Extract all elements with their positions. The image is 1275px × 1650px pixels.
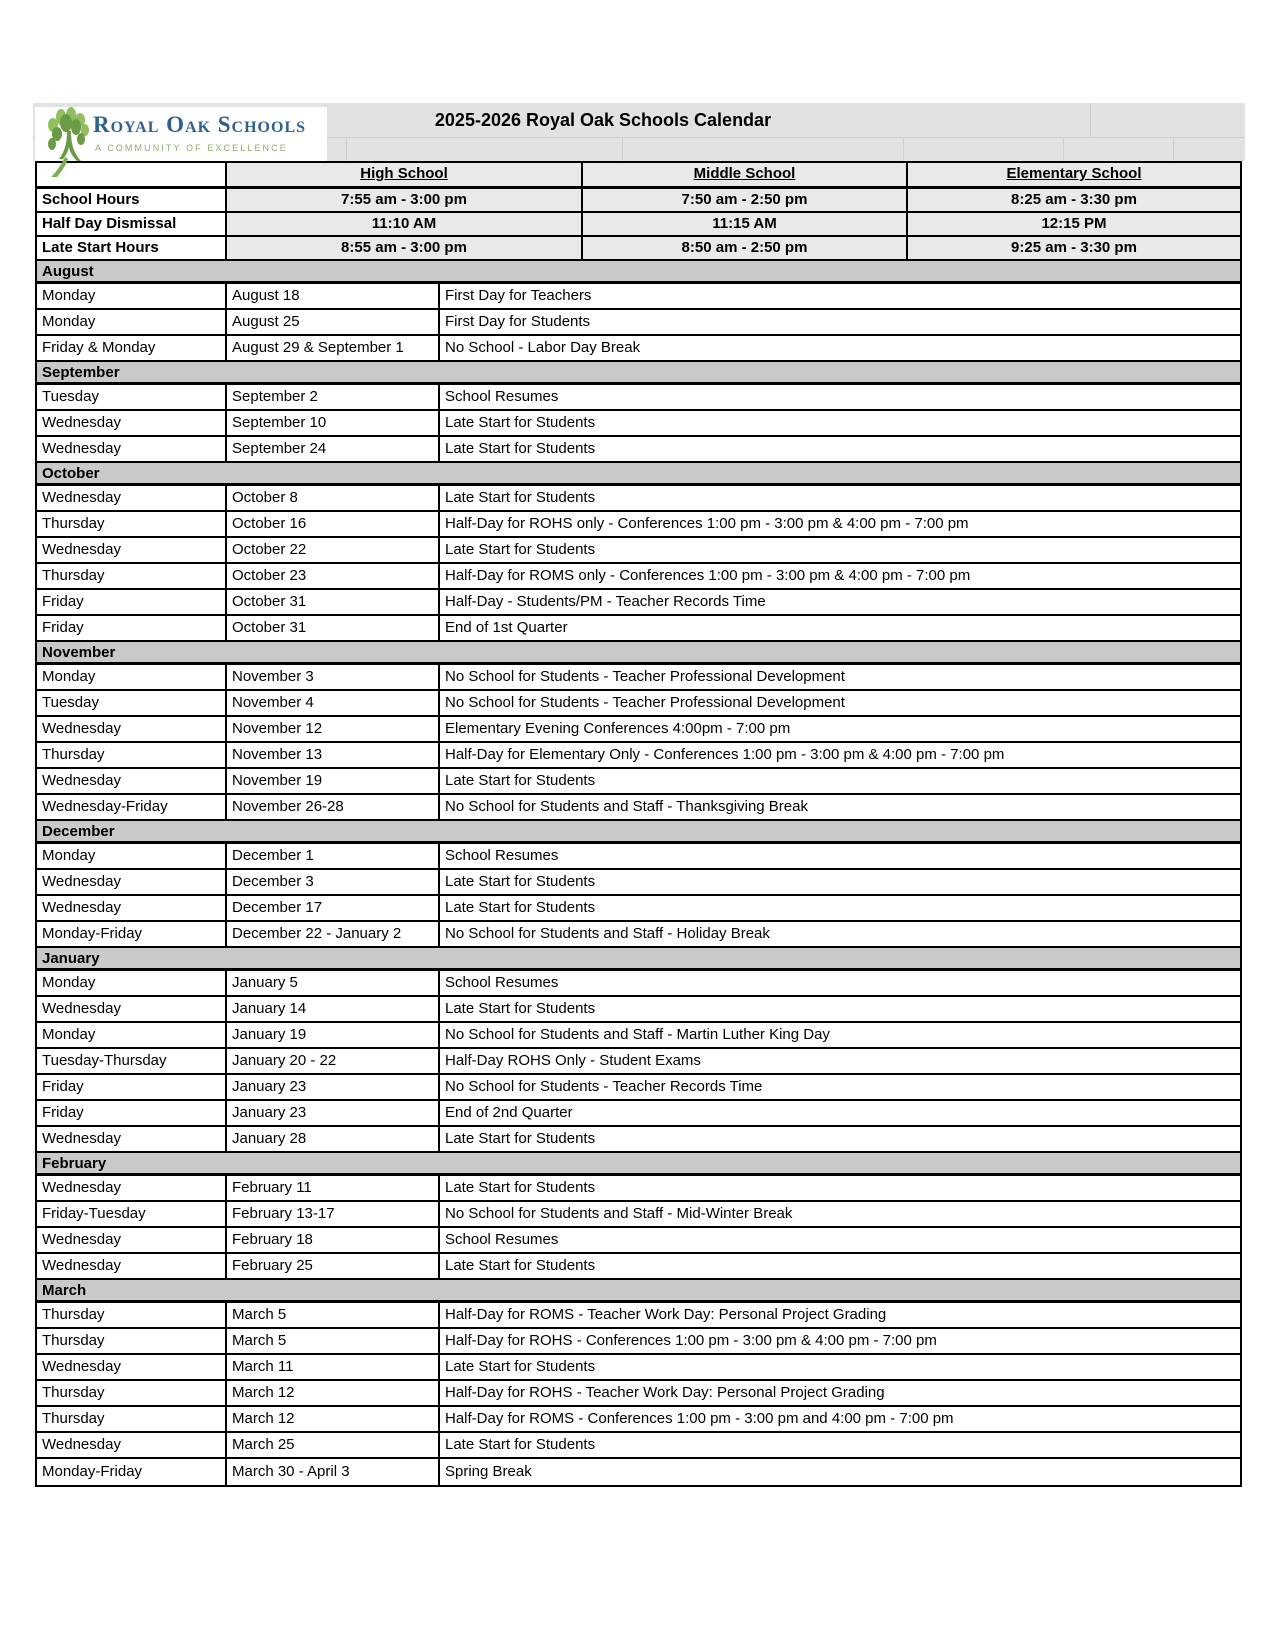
oak-tree-icon <box>41 107 97 179</box>
calendar-event-row <box>37 1202 1240 1228</box>
band-gridline <box>1063 138 1064 161</box>
calendar-event-row <box>37 616 1240 642</box>
event-day-cell: Monday-Friday <box>37 1459 227 1485</box>
hours-row-label: Late Start Hours <box>37 237 227 259</box>
event-date-cell: March 12 <box>227 1407 440 1431</box>
event-date-cell: March 25 <box>227 1433 440 1457</box>
calendar-event-row <box>37 691 1240 717</box>
calendar-event-row <box>37 564 1240 590</box>
column-header-label: Elementary School <box>1006 165 1142 183</box>
district-logo <box>35 107 327 161</box>
calendar-event-row <box>37 385 1240 411</box>
header-band <box>33 103 1245 161</box>
month-sections <box>37 261 1240 1485</box>
calendar-event-row <box>37 1228 1240 1254</box>
month-name: February <box>42 1154 107 1172</box>
hours-value-high-school: 7:55 am - 3:00 pm <box>227 189 583 211</box>
month-name: September <box>42 363 120 381</box>
calendar-event-row <box>37 997 1240 1023</box>
event-date-cell: January 28 <box>227 1127 440 1151</box>
calendar-event-row <box>37 486 1240 512</box>
event-event-cell: Late Start for Students <box>445 1129 596 1147</box>
event-date-cell: March 11 <box>227 1355 440 1379</box>
event-day-cell: Tuesday <box>37 385 227 409</box>
event-date-cell: October 31 <box>227 590 440 614</box>
calendar-event-row <box>37 284 1240 310</box>
calendar-event-row <box>37 896 1240 922</box>
logo-tagline: A COMMUNITY OF EXCELLENCE <box>95 143 288 153</box>
event-date-cell: January 14 <box>227 997 440 1021</box>
event-event-cell: Elementary Evening Conferences 4:00pm - 7:00 pm <box>445 719 791 737</box>
event-date-cell: February 18 <box>227 1228 440 1252</box>
month-name: January <box>42 949 100 967</box>
event-day-cell: Friday <box>37 616 227 640</box>
event-date-cell: December 3 <box>227 870 440 894</box>
event-date-cell: August 25 <box>227 310 440 334</box>
month-name: October <box>42 464 100 482</box>
calendar-event-row <box>37 1329 1240 1355</box>
calendar-event-row <box>37 743 1240 769</box>
event-day-cell: Wednesday <box>37 538 227 562</box>
event-day-cell: Wednesday <box>37 1433 227 1457</box>
hours-value-high-school: 8:55 am - 3:00 pm <box>227 237 583 259</box>
calendar-event-row <box>37 1381 1240 1407</box>
event-event-cell: Late Start for Students <box>445 1357 596 1375</box>
event-day-cell: Wednesday <box>37 717 227 741</box>
month-name: August <box>42 262 94 280</box>
event-date-cell: August 18 <box>227 284 440 308</box>
event-event-cell: Late Start for Students <box>445 872 596 890</box>
hours-row-label: School Hours <box>37 189 227 211</box>
event-date-cell: August 29 & September 1 <box>227 336 440 360</box>
month-section-header <box>37 261 1240 284</box>
event-event-cell: Half-Day for ROMS - Teacher Work Day: Personal Project Grading <box>445 1305 887 1323</box>
event-day-cell: Tuesday-Thursday <box>37 1049 227 1073</box>
event-event-cell: School Resumes <box>445 846 559 864</box>
hours-value-middle-school: 8:50 am - 2:50 pm <box>583 237 908 259</box>
calendar-event-row <box>37 538 1240 564</box>
event-day-cell: Thursday <box>37 743 227 767</box>
event-event-cell: Half-Day for ROHS only - Conferences 1:00 pm - 3:00 pm & 4:00 pm - 7:00 pm <box>445 514 969 532</box>
month-name: March <box>42 1281 87 1299</box>
month-name: December <box>42 822 115 840</box>
calendar-event-row <box>37 1407 1240 1433</box>
calendar-event-row <box>37 971 1240 997</box>
event-day-cell: Thursday <box>37 1407 227 1431</box>
event-event-cell: Half-Day for ROMS only - Conferences 1:00 pm - 3:00 pm & 4:00 pm - 7:00 pm <box>445 566 971 584</box>
event-event-cell: School Resumes <box>445 1230 559 1248</box>
event-day-cell: Monday <box>37 844 227 868</box>
event-day-cell: Wednesday <box>37 1228 227 1252</box>
event-event-cell: Late Start for Students <box>445 413 596 431</box>
event-date-cell: November 13 <box>227 743 440 767</box>
hours-value-high-school: 11:10 AM <box>227 213 583 235</box>
event-day-cell: Thursday <box>37 1303 227 1327</box>
event-day-cell: Thursday <box>37 1381 227 1405</box>
event-date-cell: March 5 <box>227 1303 440 1327</box>
column-header-label: High School <box>360 165 448 183</box>
calendar-event-row <box>37 512 1240 538</box>
calendar-event-row <box>37 1176 1240 1202</box>
event-day-cell: Wednesday <box>37 896 227 920</box>
hours-value-elementary-school: 8:25 am - 3:30 pm <box>908 189 1240 211</box>
calendar-event-row <box>37 1355 1240 1381</box>
column-header-high-school <box>227 163 583 186</box>
event-date-cell: December 17 <box>227 896 440 920</box>
month-section-header <box>37 642 1240 665</box>
event-day-cell: Friday & Monday <box>37 336 227 360</box>
event-day-cell: Wednesday <box>37 486 227 510</box>
event-day-cell: Wednesday-Friday <box>37 795 227 819</box>
event-date-cell: October 31 <box>227 616 440 640</box>
column-header-middle-school <box>583 163 908 186</box>
school-columns-header-row <box>37 163 1240 189</box>
month-section-header <box>37 463 1240 486</box>
hours-value-middle-school: 11:15 AM <box>583 213 908 235</box>
event-date-cell: September 24 <box>227 437 440 461</box>
calendar-event-row <box>37 1459 1240 1485</box>
event-date-cell: January 5 <box>227 971 440 995</box>
month-section-header <box>37 821 1240 844</box>
band-gridline <box>346 138 347 161</box>
event-date-cell: November 4 <box>227 691 440 715</box>
event-day-cell: Monday <box>37 310 227 334</box>
event-event-cell: Late Start for Students <box>445 488 596 506</box>
calendar-event-row <box>37 665 1240 691</box>
event-day-cell: Wednesday <box>37 997 227 1021</box>
month-name: November <box>42 643 116 661</box>
page-title: 2025-2026 Royal Oak Schools Calendar <box>434 110 772 130</box>
event-event-cell: End of 1st Quarter <box>445 618 568 636</box>
event-date-cell: March 12 <box>227 1381 440 1405</box>
event-date-cell: February 11 <box>227 1176 440 1200</box>
event-event-cell: First Day for Teachers <box>445 286 592 304</box>
calendar-event-row <box>37 1075 1240 1101</box>
event-day-cell: Tuesday <box>37 691 227 715</box>
event-day-cell: Wednesday <box>37 1254 227 1278</box>
band-gridline <box>903 138 904 161</box>
event-date-cell: October 8 <box>227 486 440 510</box>
calendar-event-row <box>37 870 1240 896</box>
event-day-cell: Thursday <box>37 1329 227 1353</box>
band-gridline <box>622 138 623 161</box>
event-date-cell: December 22 - January 2 <box>227 922 440 946</box>
event-day-cell: Monday <box>37 665 227 689</box>
band-gridline <box>1173 138 1174 161</box>
event-date-cell: November 12 <box>227 717 440 741</box>
event-date-cell: October 22 <box>227 538 440 562</box>
event-date-cell: November 26-28 <box>227 795 440 819</box>
event-event-cell: No School for Students - Teacher Records Time <box>445 1077 763 1095</box>
event-day-cell: Monday-Friday <box>37 922 227 946</box>
event-event-cell: Late Start for Students <box>445 439 596 457</box>
event-event-cell: Late Start for Students <box>445 540 596 558</box>
calendar-event-row <box>37 411 1240 437</box>
event-event-cell: Half-Day for ROHS - Teacher Work Day: Personal Project Grading <box>445 1383 885 1401</box>
event-day-cell: Wednesday <box>37 1176 227 1200</box>
event-date-cell: October 16 <box>227 512 440 536</box>
event-date-cell: January 20 - 22 <box>227 1049 440 1073</box>
event-date-cell: March 5 <box>227 1329 440 1353</box>
calendar-event-row <box>37 1023 1240 1049</box>
event-event-cell: No School for Students and Staff - Holiday Break <box>445 924 770 942</box>
event-event-cell: End of 2nd Quarter <box>445 1103 573 1121</box>
calendar-event-row <box>37 717 1240 743</box>
calendar-event-row <box>37 844 1240 870</box>
event-day-cell: Wednesday <box>37 1355 227 1379</box>
hours-row-label: Half Day Dismissal <box>37 213 227 235</box>
event-event-cell: No School for Students - Teacher Professional Development <box>445 667 845 685</box>
event-event-cell: Spring Break <box>445 1462 532 1480</box>
event-event-cell: No School for Students and Staff - Thanksgiving Break <box>445 797 808 815</box>
event-event-cell: Half-Day - Students/PM - Teacher Records Time <box>445 592 766 610</box>
calendar-event-row <box>37 769 1240 795</box>
column-header-label: Middle School <box>693 165 796 183</box>
event-date-cell: September 10 <box>227 411 440 435</box>
event-date-cell: January 23 <box>227 1075 440 1099</box>
event-event-cell: Late Start for Students <box>445 898 596 916</box>
event-event-cell: Late Start for Students <box>445 999 596 1017</box>
calendar-table <box>35 161 1242 1487</box>
event-day-cell: Wednesday <box>37 870 227 894</box>
month-section-header <box>37 948 1240 971</box>
event-event-cell: School Resumes <box>445 973 559 991</box>
event-event-cell: Half-Day ROHS Only - Student Exams <box>445 1051 701 1069</box>
month-section-header <box>37 1153 1240 1176</box>
calendar-event-row <box>37 310 1240 336</box>
calendar-event-row <box>37 795 1240 821</box>
event-event-cell: No School for Students and Staff - Mid-Winter Break <box>445 1204 793 1222</box>
event-day-cell: Friday <box>37 1101 227 1125</box>
event-event-cell: Late Start for Students <box>445 771 596 789</box>
event-date-cell: February 13-17 <box>227 1202 440 1226</box>
event-date-cell: December 1 <box>227 844 440 868</box>
logo-wordmark: Royal Oak Schools <box>93 112 307 137</box>
event-day-cell: Friday <box>37 590 227 614</box>
calendar-event-row <box>37 1254 1240 1280</box>
event-event-cell: No School for Students - Teacher Professional Development <box>445 693 845 711</box>
event-event-cell: Late Start for Students <box>445 1178 596 1196</box>
event-event-cell: School Resumes <box>445 387 559 405</box>
calendar-event-row <box>37 336 1240 362</box>
event-date-cell: November 3 <box>227 665 440 689</box>
column-header-elementary-school <box>908 163 1240 186</box>
event-event-cell: Late Start for Students <box>445 1256 596 1274</box>
event-day-cell: Wednesday <box>37 769 227 793</box>
calendar-event-row <box>37 922 1240 948</box>
month-section-header <box>37 1280 1240 1303</box>
event-day-cell: Thursday <box>37 564 227 588</box>
event-date-cell: October 23 <box>227 564 440 588</box>
event-date-cell: September 2 <box>227 385 440 409</box>
hours-value-elementary-school: 9:25 am - 3:30 pm <box>908 237 1240 259</box>
calendar-event-row <box>37 437 1240 463</box>
hours-value-middle-school: 7:50 am - 2:50 pm <box>583 189 908 211</box>
calendar-event-row <box>37 1127 1240 1153</box>
event-day-cell: Wednesday <box>37 437 227 461</box>
event-event-cell: First Day for Students <box>445 312 591 330</box>
event-day-cell: Wednesday <box>37 411 227 435</box>
event-event-cell: Half-Day for ROHS - Conferences 1:00 pm - 3:00 pm & 4:00 pm - 7:00 pm <box>445 1331 937 1349</box>
event-day-cell: Friday <box>37 1075 227 1099</box>
calendar-event-row <box>37 1049 1240 1075</box>
event-day-cell: Monday <box>37 971 227 995</box>
event-day-cell: Wednesday <box>37 1127 227 1151</box>
event-event-cell: Late Start for Students <box>445 1435 596 1453</box>
event-day-cell: Monday <box>37 284 227 308</box>
event-date-cell: February 25 <box>227 1254 440 1278</box>
calendar-event-row <box>37 590 1240 616</box>
month-section-header <box>37 362 1240 385</box>
event-day-cell: Thursday <box>37 512 227 536</box>
late-start-hours-row <box>37 237 1240 261</box>
event-event-cell: No School for Students and Staff - Martin Luther King Day <box>445 1025 830 1043</box>
half-day-dismissal-row <box>37 213 1240 237</box>
calendar-event-row <box>37 1101 1240 1127</box>
event-event-cell: No School - Labor Day Break <box>445 338 641 356</box>
event-day-cell: Friday-Tuesday <box>37 1202 227 1226</box>
school-hours-row <box>37 189 1240 213</box>
event-date-cell: March 30 - April 3 <box>227 1459 440 1485</box>
event-event-cell: Half-Day for Elementary Only - Conferences 1:00 pm - 3:00 pm & 4:00 pm - 7:00 pm <box>445 745 1005 763</box>
event-date-cell: November 19 <box>227 769 440 793</box>
hours-value-elementary-school: 12:15 PM <box>908 213 1240 235</box>
event-date-cell: January 19 <box>227 1023 440 1047</box>
event-day-cell: Monday <box>37 1023 227 1047</box>
calendar-event-row <box>37 1433 1240 1459</box>
calendar-event-row <box>37 1303 1240 1329</box>
event-date-cell: January 23 <box>227 1101 440 1125</box>
event-event-cell: Half-Day for ROMS - Conferences 1:00 pm - 3:00 pm and 4:00 pm - 7:00 pm <box>445 1409 954 1427</box>
